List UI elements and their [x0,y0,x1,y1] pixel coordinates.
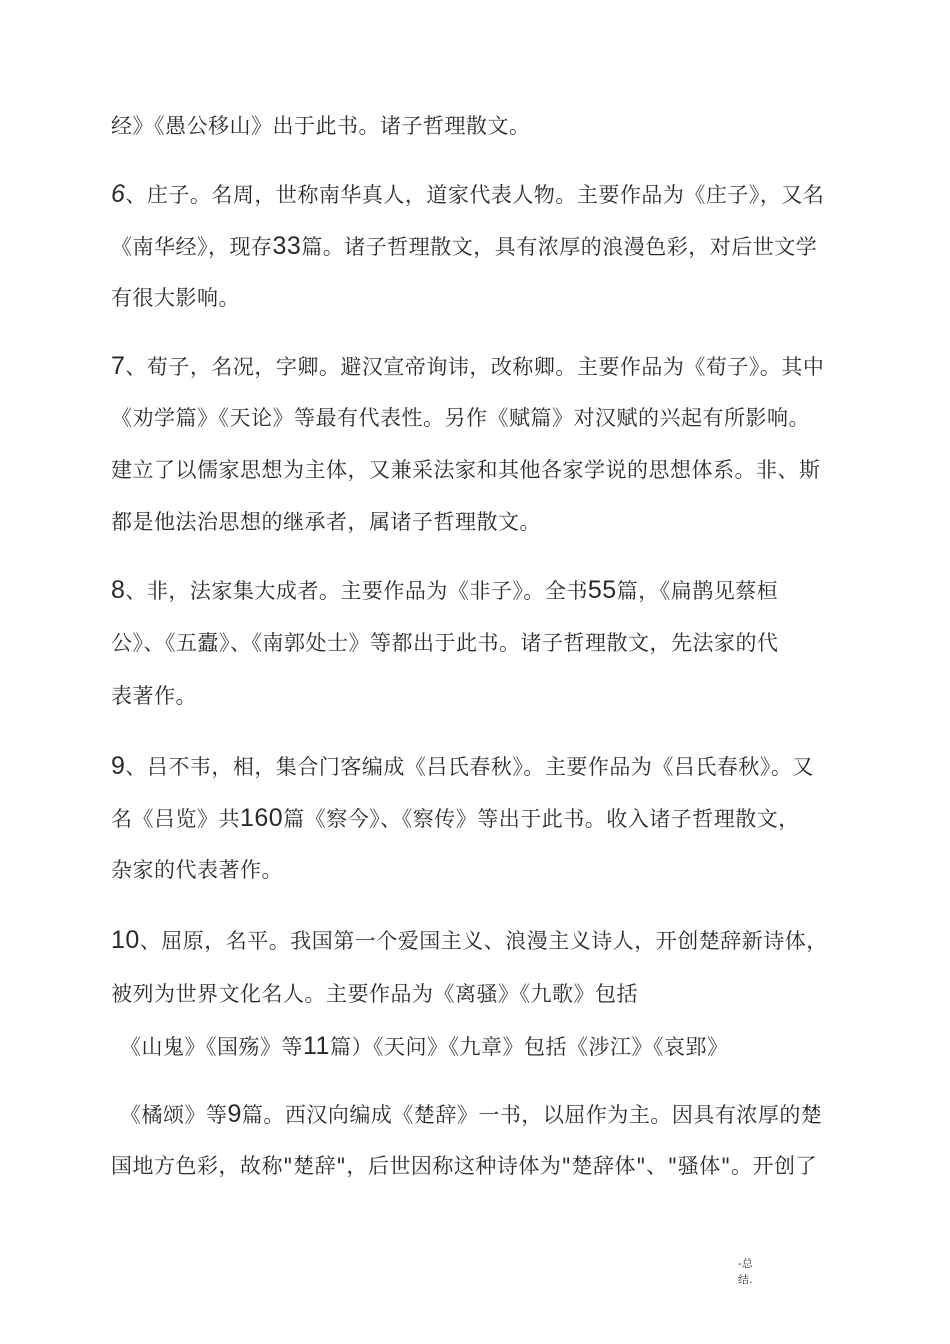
text-line: 杂家的代表著作。 [111,858,283,882]
inline-number: 33 [272,232,302,260]
item-number: 9 [111,752,126,780]
text-line: 国地方色彩，故称"楚辞"，后世因称这种诗体为"楚辞体"、"骚体"。开创了 [111,1154,817,1178]
text-line: 表著作。 [111,684,197,708]
item-number: 7 [111,352,126,380]
footer-line-2: 结. [738,1273,753,1286]
footer-line-1: -总 [738,1257,753,1270]
page-footer [738,1256,753,1288]
paragraph-9-line-1: 9、吕不韦，相，集合门客编成《吕氏春秋》。主要作品为《吕氏春秋》。又 [111,752,814,780]
text-line: 《南华经》，现存33篇。诸子哲理散文，具有浓厚的浪漫色彩，对后世文学 [111,232,818,260]
paragraph-7-line-1: 7、荀子，名况，字卿。避汉宣帝询讳，改称卿。主要作品为《荀子》。其中 [111,352,825,380]
paragraph-10-line-1: 10、屈原，名平。我国第一个爱国主义、浪漫主义诗人，开创楚辞新诗体， [111,926,828,954]
inline-number: 160 [240,804,284,832]
inline-number: 9 [227,1100,242,1128]
text-line: 被列为世界文化名人。主要作品为《离骚》《九歌》包括 [111,982,638,1006]
inline-number: 11 [303,1032,330,1060]
item-number: 10 [111,926,140,954]
text-line: 《橘颂》等9篇。西汉向编成《楚辞》一书，以屈作为主。因具有浓厚的楚 [120,1100,823,1128]
text-line: 《山鬼》《国殇》等11篇）《天问》《九章》包括《涉江》《哀郢》 [120,1032,729,1060]
item-number: 8 [111,576,126,604]
text-line: 公》、《五蠹》、《南郭处士》等都出于此书。诸子哲理散文，先法家的代 [111,631,779,655]
text-line: 建立了以儒家思想为主体，又兼采法家和其他各家学说的思想体系。非、斯 [111,458,821,482]
text-line: 《劝学篇》《天论》等最有代表性。另作《赋篇》对汉赋的兴起有所影响。 [111,406,810,430]
text-line: 经》《愚公移山》出于此书。诸子哲理散文。 [111,114,531,138]
text-line: 都是他法治思想的继承者，属诸子哲理散文。 [111,510,541,534]
paragraph-6-line-1: 6、庄子。名周，世称南华真人，道家代表人物。主要作品为《庄子》，又名 [111,180,825,208]
item-number: 6 [111,180,126,208]
text-line: 有很大影响。 [111,286,240,310]
paragraph-8-line-1: 8、非，法家集大成者。主要作品为《非子》。全书55篇，《扁鹊见蔡桓 [111,576,779,604]
inline-number: 55 [587,576,617,604]
text-line: 名《吕览》共160篇《察今》、《察传》等出于此书。收入诸子哲理散文， [111,804,800,832]
